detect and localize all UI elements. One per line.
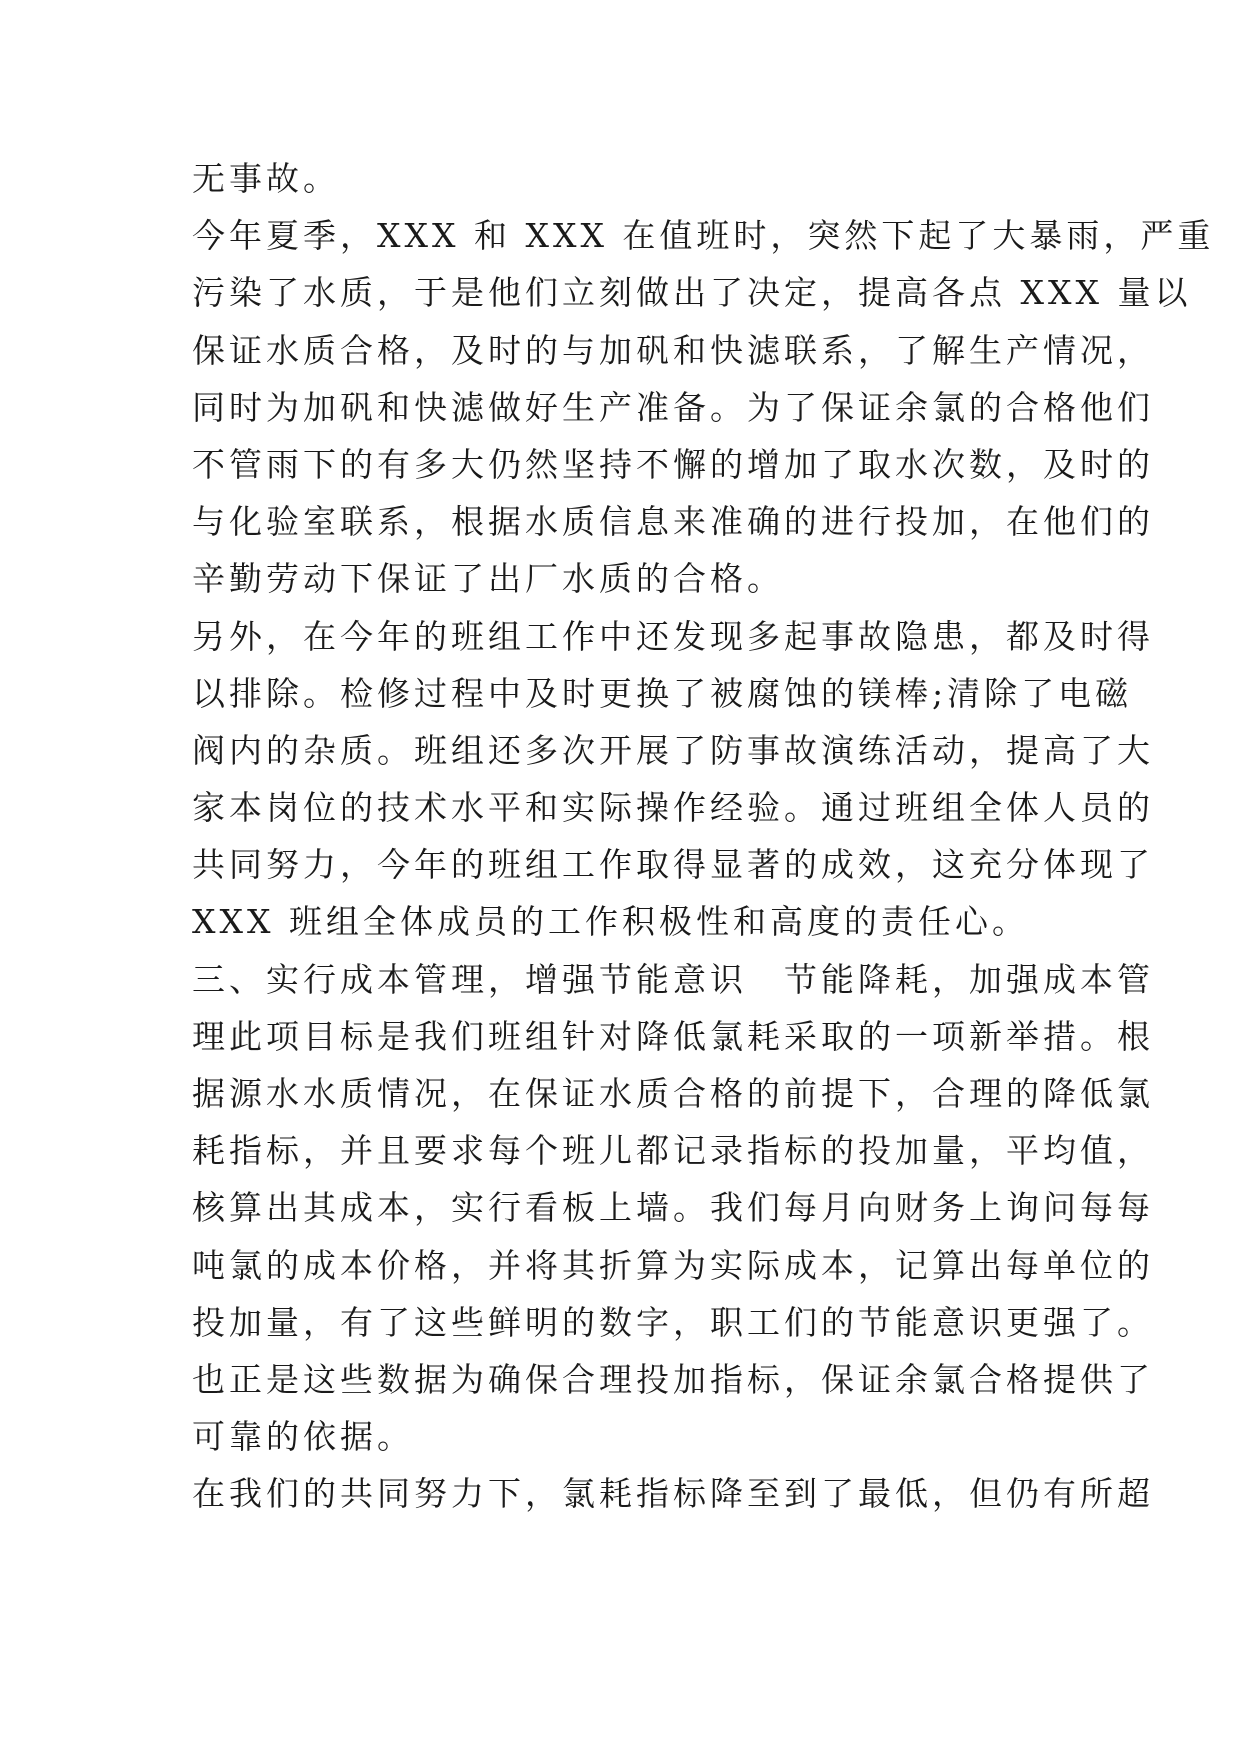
- text-line: 也正是这些数据为确保合理投加指标，保证余氯合格提供了: [192, 1359, 1154, 1399]
- text-line: 保证水质合格，及时的与加矾和快滤联系，了解生产情况，: [192, 330, 1154, 370]
- text-line: 污染了水质，于是他们立刻做出了决定，提高各点 XXX 量以: [192, 273, 1192, 313]
- text-line: 可靠的依据。: [192, 1417, 414, 1457]
- text-line: 据源水水质情况，在保证水质合格的前提下，合理的降低氯: [192, 1074, 1154, 1113]
- text-line: 共同努力，今年的班组工作取得显著的成效，这充分体现了: [192, 845, 1154, 885]
- text-line: 同时为加矾和快滤做好生产准备。为了保证余氯的合格他们: [192, 387, 1154, 427]
- text-line: 与化验室联系，根据水质信息来准确的进行投加，在他们的: [192, 502, 1154, 542]
- text-line: 不管雨下的有多大仍然坚持不懈的增加了取水次数，及时的: [192, 444, 1154, 484]
- text-line: 以排除。检修过程中及时更换了被腐蚀的镁棒;清除了电磁: [192, 673, 1133, 713]
- text-line: 理此项目标是我们班组针对降低氯耗采取的一项新举措。根: [192, 1016, 1154, 1056]
- text-line: 阀内的杂质。班组还多次开展了防事故演练活动，提高了大: [192, 730, 1154, 770]
- text-line: XXX 班组全体成员的工作积极性和高度的责任心。: [192, 902, 1029, 942]
- text-line: 在我们的共同努力下，氯耗指标降至到了最低，但仍有所超: [192, 1474, 1154, 1514]
- body-text: [192, 150, 1215, 1523]
- text-line: 三、实行成本管理，增强节能意识 节能降耗，加强成本管: [192, 959, 1154, 999]
- text-line: 另外，在今年的班组工作中还发现多起事故隐患，都及时得: [192, 616, 1154, 656]
- text-line: 无事故。: [192, 159, 340, 198]
- text-line: 核算出其成本，实行看板上墙。我们每月向财务上询问每每: [192, 1188, 1154, 1228]
- text-line: 吨氯的成本价格，并将其折算为实际成本，记算出每单位的: [192, 1245, 1154, 1285]
- text-line: 辛勤劳动下保证了出厂水质的合格。: [192, 559, 784, 599]
- text-line: 投加量，有了这些鲜明的数字，职工们的节能意识更强了。: [192, 1302, 1154, 1342]
- text-line: 今年夏季，XXX 和 XXX 在值班时，突然下起了大暴雨，严重: [192, 216, 1215, 256]
- text-line: 耗指标，并且要求每个班儿都记录指标的投加量，平均值，: [192, 1131, 1154, 1171]
- text-line: 家本岗位的技术水平和实际操作经验。通过班组全体人员的: [192, 788, 1154, 828]
